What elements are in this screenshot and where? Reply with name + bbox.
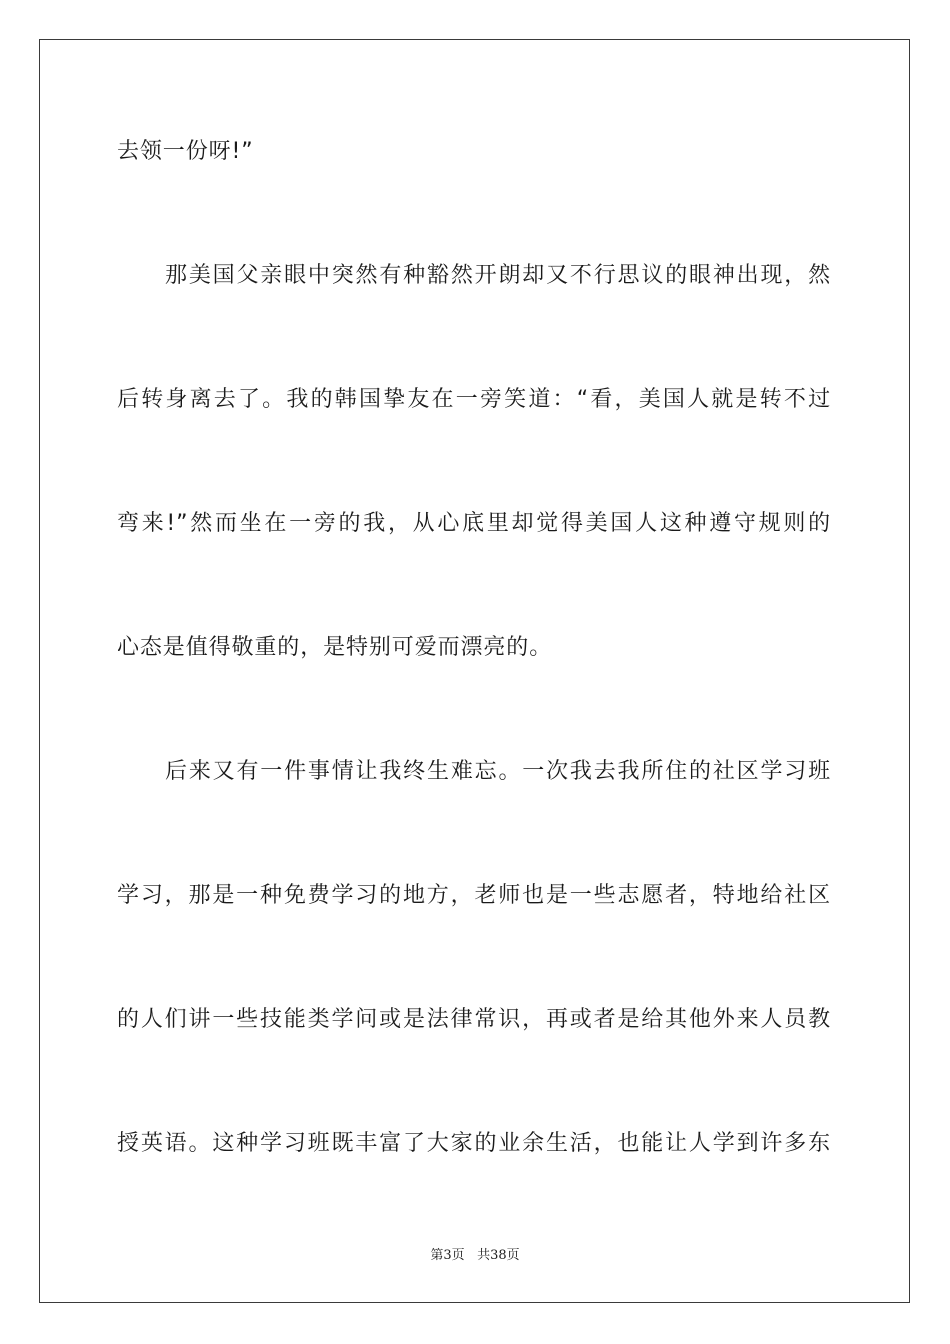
text-line-9: 授英语。这种学习班既丰富了大家的业余生活，也能让人学到许多东 bbox=[117, 1131, 831, 1156]
page-number: 第3页 bbox=[430, 1248, 465, 1263]
text-line-7: 学习，那是一种免费学习的地方，老师也是一些志愿者，特地给社区 bbox=[117, 883, 831, 908]
text-line-6: 后来又有一件事情让我终生难忘。一次我去我所住的社区学习班 bbox=[165, 759, 831, 784]
text-line-2: 那美国父亲眼中突然有种豁然开朗却又不行思议的眼神出现，然 bbox=[165, 263, 831, 288]
text-line-3: 后转身离去了。我的韩国挚友在一旁笑道：“看，美国人就是转不过 bbox=[117, 387, 831, 412]
total-pages: 共38页 bbox=[477, 1248, 520, 1263]
page-footer bbox=[0, 1248, 950, 1264]
text-line-1: 去领一份呀!” bbox=[117, 139, 254, 164]
page-border bbox=[39, 39, 910, 1303]
text-line-5: 心态是值得敬重的，是特别可爱而漂亮的。 bbox=[117, 635, 553, 660]
text-line-8: 的人们讲一些技能类学问或是法律常识，再或者是给其他外来人员教 bbox=[117, 1007, 831, 1032]
text-line-4: 弯来!”然而坐在一旁的我，从心底里却觉得美国人这种遵守规则的 bbox=[117, 511, 831, 536]
